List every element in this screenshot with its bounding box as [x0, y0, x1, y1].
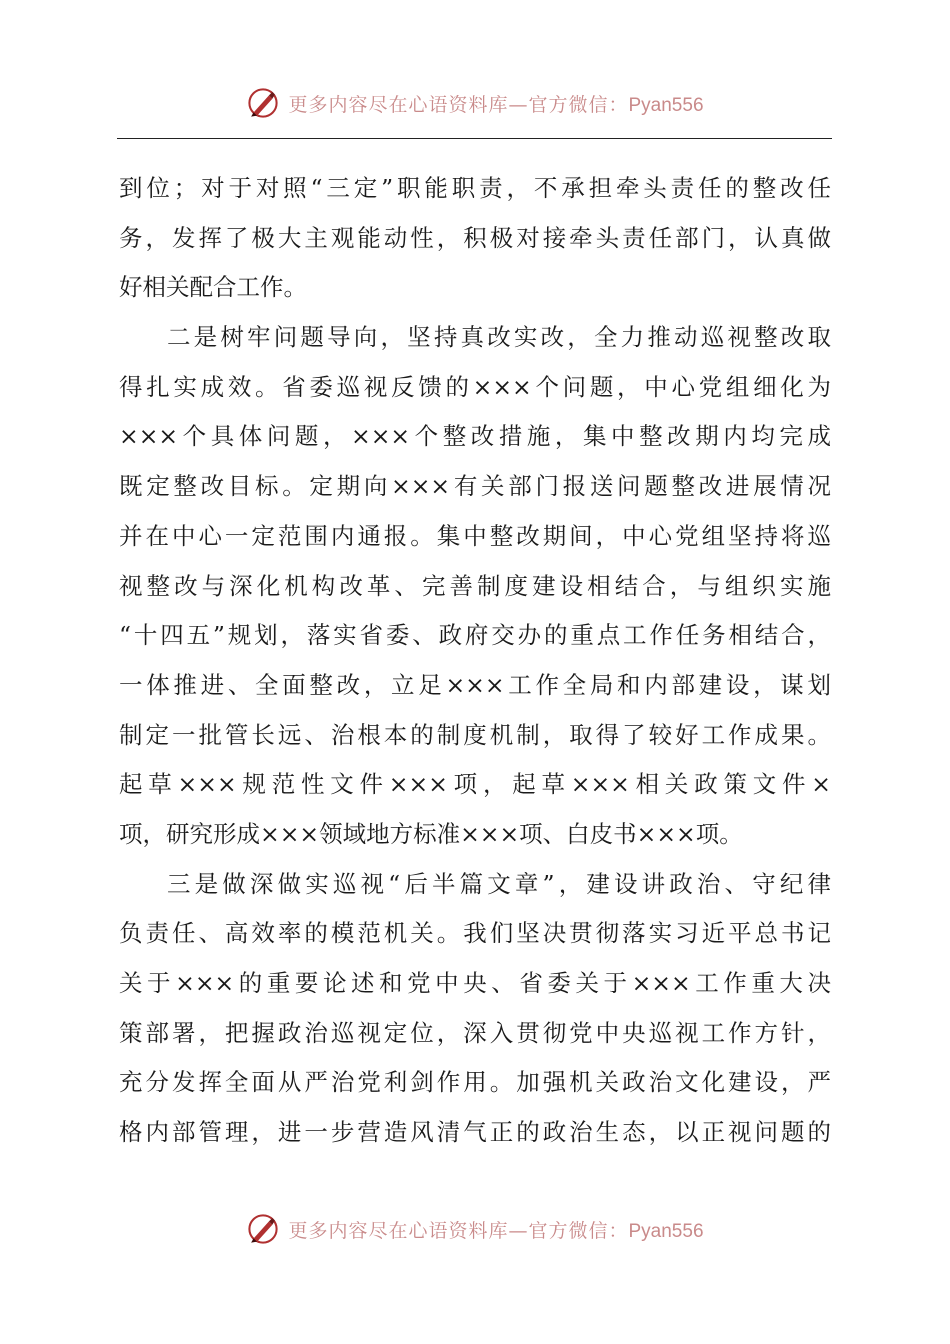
header-rule: [117, 138, 832, 139]
body-line: 负责任、高效率的模范机关。我们坚决贯彻落实习近平总书记: [119, 919, 831, 948]
body-line: ×××个具体问题，×××个整改措施，集中整改期内均完成: [119, 422, 831, 451]
footer-slogan: 更多内容尽在心语资料库—官方微信：: [288, 1219, 629, 1242]
body-line: 既定整改目标。定期向×××有关部门报送问题整改进展情况: [119, 472, 831, 501]
body-line: 务，发挥了极大主观能动性，积极对接牵头责任部门，认真做: [119, 223, 831, 252]
document-body: [119, 164, 831, 1158]
body-line: 并在中心一定范围内通报。集中整改期间，中心党组坚持将巡: [119, 521, 831, 550]
body-line: 起草×××规范性文件×××项，起草×××相关政策文件×: [119, 770, 831, 799]
body-line: 策部署，把握政治巡视定位，深入贯彻党中央巡视工作方针，: [119, 1018, 831, 1047]
body-line: 充分发挥全面从严治党利剑作用。加强机关政治文化建设，严: [119, 1068, 831, 1097]
body-line: 到位；对于对照“三定”职能职责，不承担牵头责任的整改任: [119, 174, 831, 202]
footer-wechat-id: Pyan556: [628, 1220, 704, 1242]
body-line: 视整改与深化机构改革、完善制度建设相结合，与组织实施: [119, 571, 831, 600]
footer-banner: [0, 1204, 950, 1254]
footer-banner-text: [288, 1216, 703, 1243]
body-line: 关于×××的重要论述和党中央、省委关于×××工作重大决: [119, 969, 831, 997]
header-slogan: 更多内容尽在心语资料库—官方微信：: [288, 93, 629, 116]
header-banner: [0, 78, 950, 128]
body-line: 项，研究形成×××领域地方标准×××项、白皮书×××项。: [119, 819, 743, 848]
body-line: 一体推进、全面整改，立足×××工作全局和内部建设，谋划: [119, 670, 831, 699]
body-line: 得扎实成效。省委巡视反馈的×××个问题，中心党组细化为: [119, 372, 831, 401]
body-line: 制定一批管长远、治根本的制度机制，取得了较好工作成果。: [119, 720, 831, 749]
pen-logo-icon: [246, 1212, 280, 1246]
pen-logo-icon: [246, 86, 280, 120]
body-line: “十四五”规划，落实省委、政府交办的重点工作任务相结合，: [119, 621, 831, 650]
header-wechat-id: Pyan556: [628, 94, 704, 116]
header-banner-text: [288, 90, 703, 117]
body-line: 格内部管理，进一步营造风清气正的政治生态，以正视问题的: [119, 1118, 831, 1147]
body-line: 二是树牢问题导向，坚持真改实改，全力推动巡视整改取: [167, 323, 831, 352]
body-line: 三是做深做实巡视“后半篇文章”，建设讲政治、守纪律: [167, 869, 831, 898]
body-line: 好相关配合工作。: [119, 273, 307, 302]
